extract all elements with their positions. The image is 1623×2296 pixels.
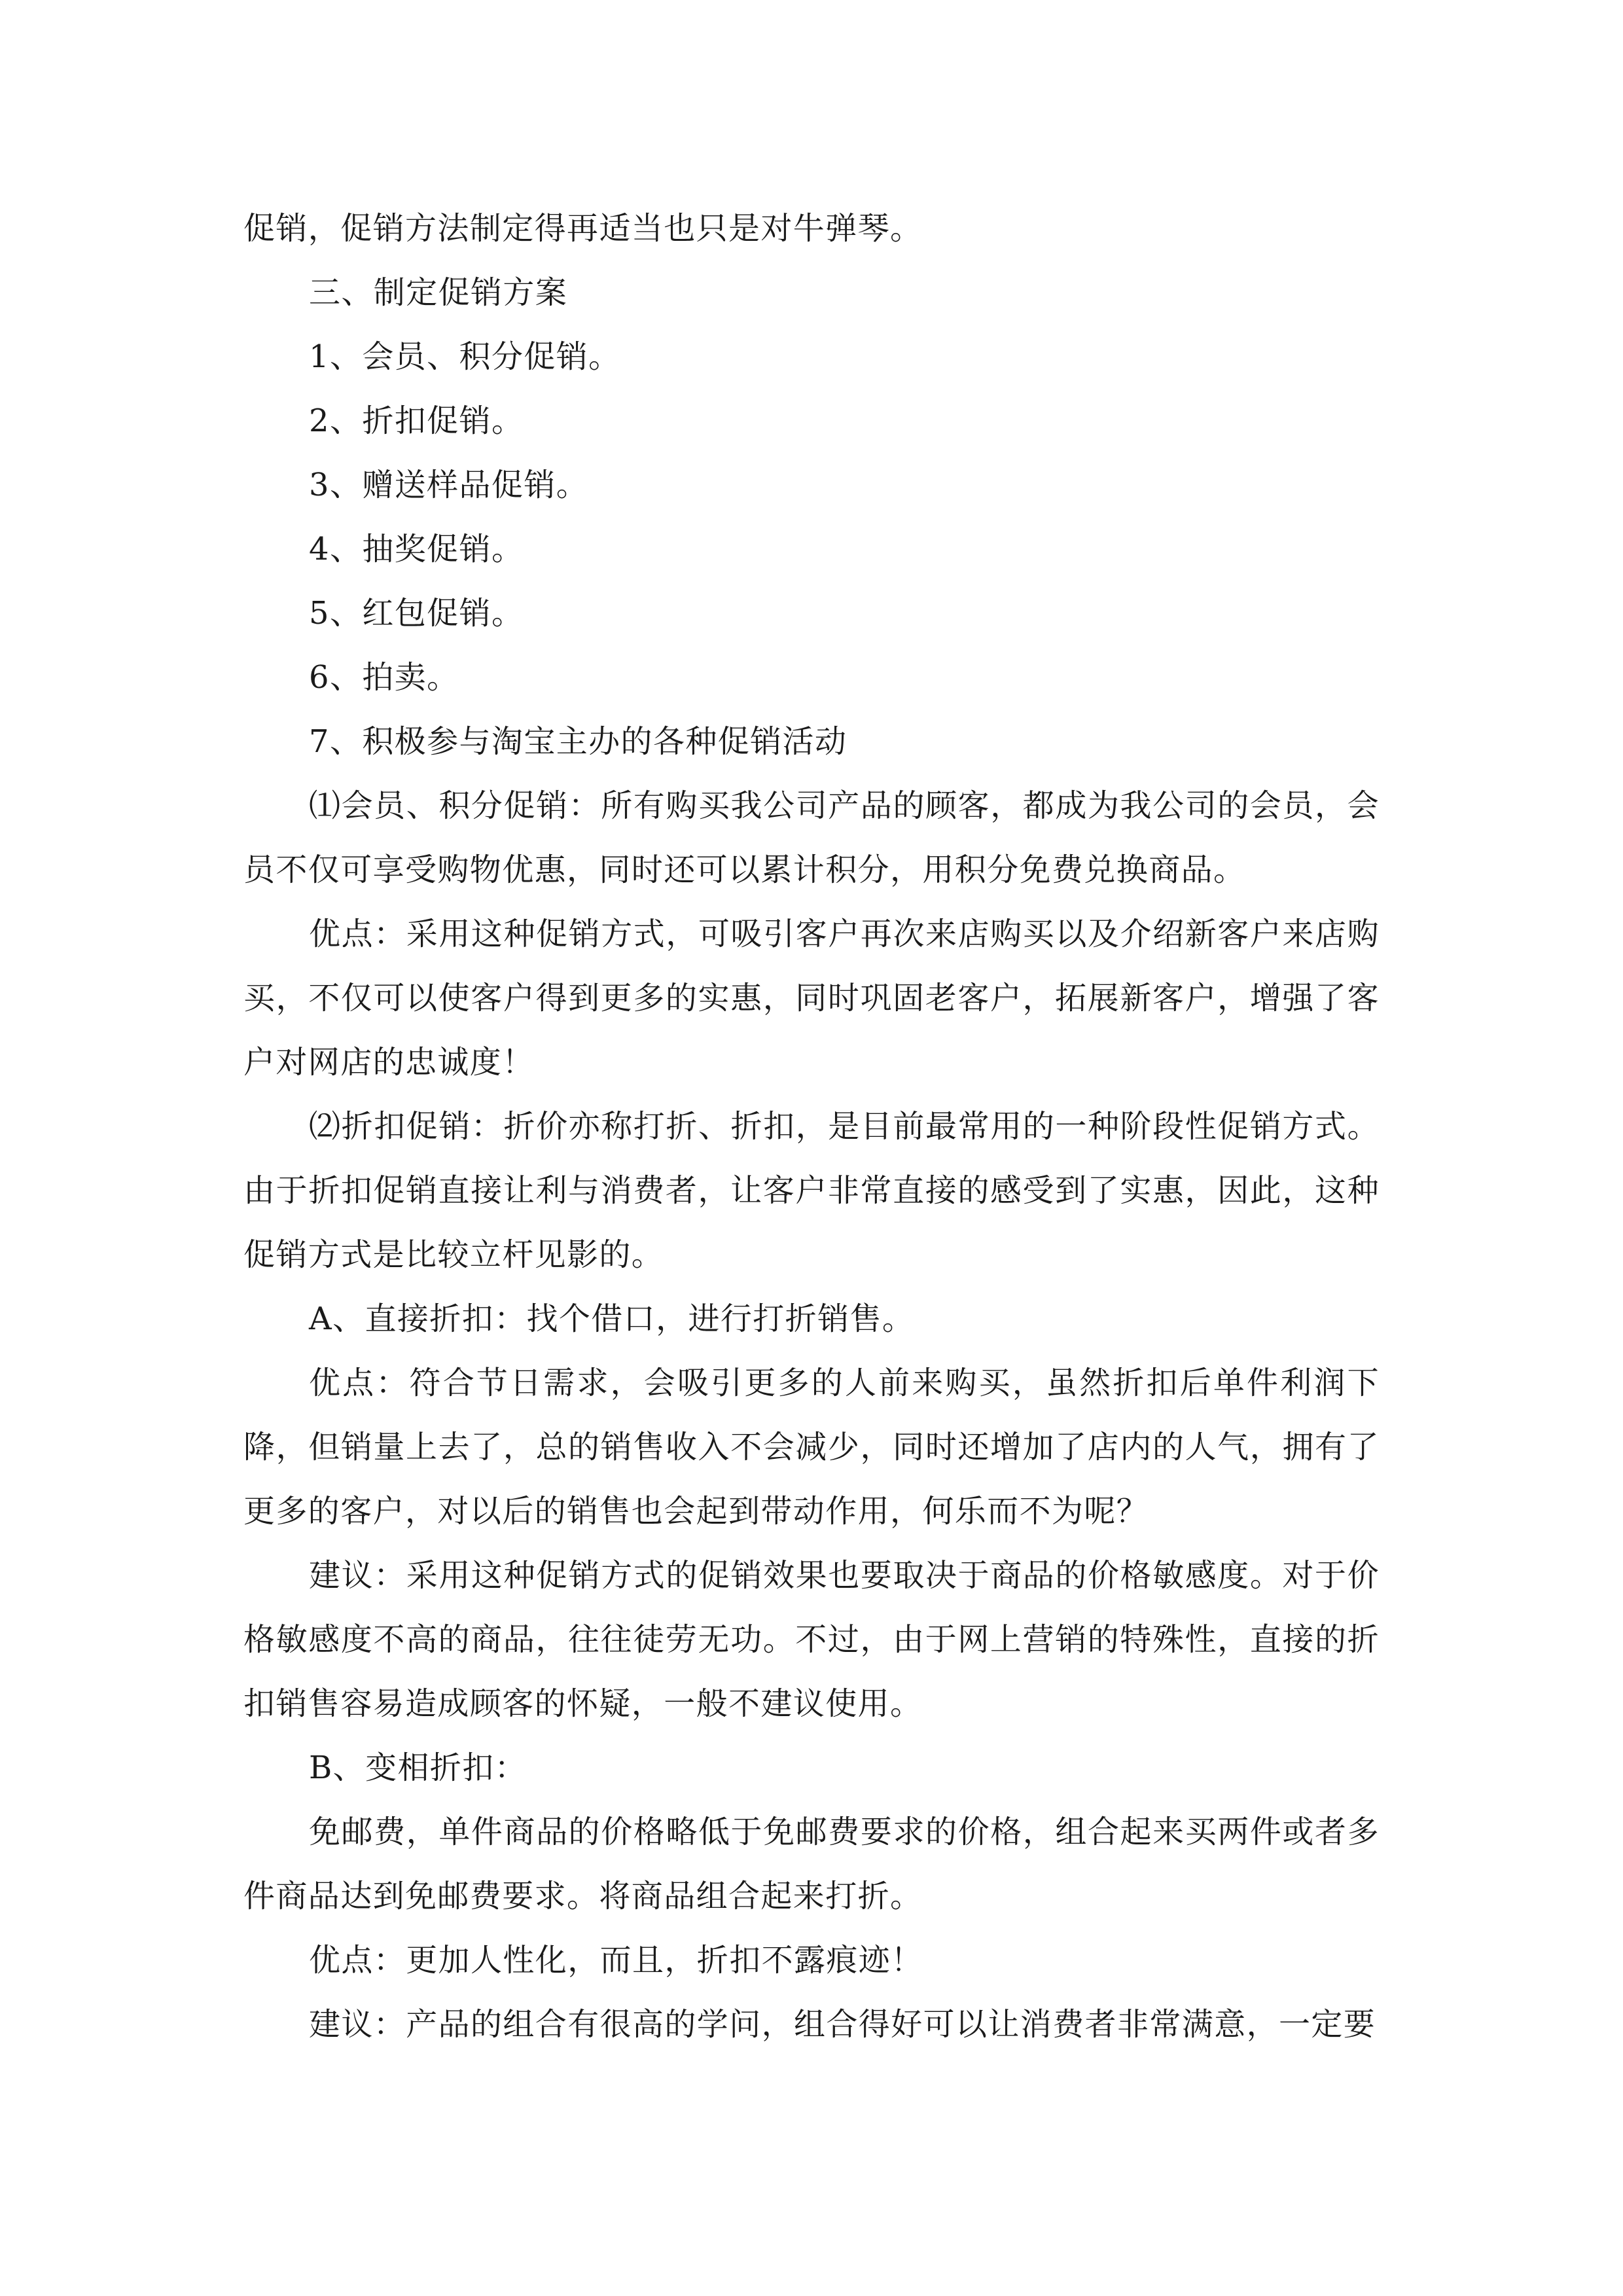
list-item: 1、会员、积分促销。	[309, 338, 621, 375]
paragraph: 免邮费，单件商品的价格略低于免邮费要求的价格，组合起来买两件或者多件商品达到免邮费要求。将商品组合起来打折。	[243, 1814, 1380, 1914]
list-item: 6、拍卖。	[309, 659, 459, 696]
paragraph: 优点：采用这种促销方式，可吸引客户再次来店购买以及介绍新客户来店购买，不仅可以使客户得到更多的实惠，同时巩固老客户，拓展新客户，增强了客户对网店的忠诚度！	[243, 916, 1380, 1081]
paragraph: 优点：更加人性化，而且，折扣不露痕迹！	[309, 1942, 923, 1979]
document-body	[243, 196, 1380, 2056]
paragraph: 建议：产品的组合有很高的学问，组合得好可以让消费者非常满意，一定要	[309, 2006, 1376, 2043]
list-item: 5、红包促销。	[309, 595, 524, 632]
paragraph-continuation: 促销，促销方法制定得再适当也只是对牛弹琴。	[243, 210, 923, 247]
list-item: 3、赠送样品促销。	[309, 467, 589, 503]
list-item: 2、折扣促销。	[309, 403, 524, 439]
section-heading: 三、制定促销方案	[309, 274, 568, 311]
list-item: 4、抽奖促销。	[309, 531, 524, 567]
list-item: 7、积极参与淘宝主办的各种促销活动	[309, 723, 847, 760]
paragraph: A、直接折扣：找个借口，进行打折销售。	[309, 1300, 915, 1337]
paragraph: ⑴会员、积分促销：所有购买我公司产品的顾客，都成为我公司的会员，会员不仅可享受购物优惠，同时还可以累计积分，用积分免费兑换商品。	[243, 787, 1380, 888]
paragraph: B、变相折扣：	[309, 1749, 527, 1786]
paragraph: ⑵折扣促销：折价亦称打折、折扣，是目前最常用的一种阶段性促销方式。由于折扣促销直接让利与消费者，让客户非常直接的感受到了实惠，因此，这种促销方式是比较立杆见影的。	[243, 1108, 1380, 1273]
paragraph: 建议：采用这种促销方式的促销效果也要取决于商品的价格敏感度。对于价格敏感度不高的商品，往往徒劳无功。不过，由于网上营销的特殊性，直接的折扣销售容易造成顾客的怀疑，一般不建议使用。	[243, 1557, 1380, 1722]
paragraph: 优点：符合节日需求，会吸引更多的人前来购买，虽然折扣后单件利润下降，但销量上去了，总的销售收入不会减少，同时还增加了店内的人气，拥有了更多的客户，对以后的销售也会起到带动作用，何乐而不为呢？	[243, 1365, 1380, 1530]
